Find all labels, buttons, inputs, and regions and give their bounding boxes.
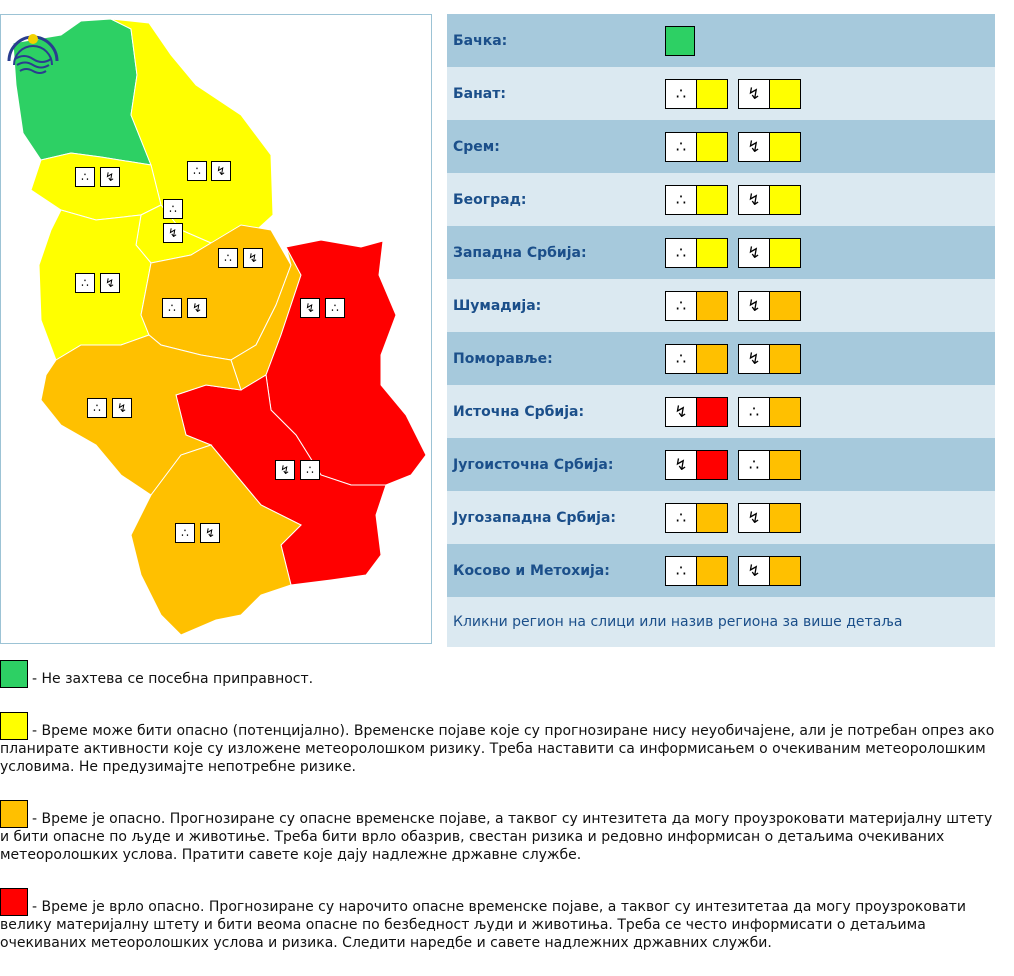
thunderstorm-icon: ↯ bbox=[739, 133, 769, 161]
region-row-srem bbox=[447, 120, 995, 173]
rain-icon: ∴ bbox=[666, 133, 696, 161]
map-thunderstorm-icon: ↯ bbox=[187, 298, 207, 318]
thunderstorm-icon: ↯ bbox=[739, 80, 769, 108]
warning-badge bbox=[738, 344, 801, 374]
map-rain-icon: ∴ bbox=[325, 298, 345, 318]
region-row-beograd bbox=[447, 173, 995, 226]
serbia-map-svg bbox=[1, 15, 432, 644]
warning-badge bbox=[665, 503, 728, 533]
warning-badge bbox=[665, 79, 728, 109]
warning-badge bbox=[665, 185, 728, 215]
region-row-jugozapadna-srbija bbox=[447, 491, 995, 544]
region-link[interactable]: Шумадија: bbox=[453, 297, 542, 314]
warning-badge bbox=[665, 450, 728, 480]
rain-icon: ∴ bbox=[739, 398, 769, 426]
warning-badge bbox=[738, 503, 801, 533]
region-link[interactable]: Косово и Метохија: bbox=[453, 562, 610, 579]
warning-badge bbox=[738, 185, 801, 215]
region-row-kosovo-i-metohija bbox=[447, 544, 995, 597]
map-thunderstorm-icon: ↯ bbox=[100, 167, 120, 187]
warning-badge bbox=[738, 132, 801, 162]
orange-swatch bbox=[0, 800, 28, 828]
legend-orange-text: - Време је опасно. Прогнозиране су опасне временске појаве, а таквог су интезитета да могу проузроковати материјалну штету и бити опасне по људе и животиње. Треба бити врло обазрив, свестан ризика и редовно информисан о детаљима очекиваних метеоролошких услова. Пратити савете које дају надлежне државне службе. bbox=[0, 811, 993, 863]
region-row-istocna-srbija bbox=[447, 385, 995, 438]
warning-badge bbox=[738, 238, 801, 268]
legend-yellow-text: - Време може бити опасно (потенцијално). Временске појаве које су прогнозиране нису неуобичајене, али је потребан опрез ако планирате активности које су изложене метеоролошком ризику. Треба наставити са информисањем о очекиваним метеоролошким условима. Не предузимајте непотребне ризике. bbox=[0, 723, 995, 775]
legend-green-text: - Не захтева се посебна приправност. bbox=[32, 671, 314, 687]
map-rain-icon: ∴ bbox=[163, 199, 183, 219]
rain-icon: ∴ bbox=[666, 504, 696, 532]
map-rain-icon: ∴ bbox=[187, 161, 207, 181]
region-row-backa bbox=[447, 14, 995, 67]
region-link[interactable]: Поморавље: bbox=[453, 350, 553, 367]
rain-icon: ∴ bbox=[666, 239, 696, 267]
thunderstorm-icon: ↯ bbox=[739, 504, 769, 532]
map-thunderstorm-icon: ↯ bbox=[275, 460, 295, 480]
map-rain-icon: ∴ bbox=[162, 298, 182, 318]
warning-badge bbox=[665, 556, 728, 586]
map-rain-icon: ∴ bbox=[218, 248, 238, 268]
map-rain-icon: ∴ bbox=[87, 398, 107, 418]
region-link[interactable]: Београд: bbox=[453, 191, 527, 208]
warning-badge bbox=[665, 344, 728, 374]
rain-icon: ∴ bbox=[666, 292, 696, 320]
thunderstorm-icon: ↯ bbox=[666, 451, 696, 479]
region-row-banat bbox=[447, 67, 995, 120]
region-link[interactable]: Бачка: bbox=[453, 32, 508, 49]
map-rain-icon: ∴ bbox=[300, 460, 320, 480]
region-row-sumadija bbox=[447, 279, 995, 332]
map-rain-icon: ∴ bbox=[75, 167, 95, 187]
rain-icon: ∴ bbox=[666, 80, 696, 108]
thunderstorm-icon: ↯ bbox=[739, 557, 769, 585]
map-region-srem[interactable] bbox=[31, 153, 161, 220]
map-rain-icon: ∴ bbox=[175, 523, 195, 543]
region-table bbox=[447, 14, 995, 647]
green-swatch bbox=[0, 660, 28, 688]
warning-badge bbox=[665, 291, 728, 321]
warning-badge bbox=[665, 397, 728, 427]
level-green-swatch bbox=[665, 26, 695, 56]
region-link[interactable]: Банат: bbox=[453, 85, 506, 102]
thunderstorm-icon: ↯ bbox=[739, 292, 769, 320]
thunderstorm-icon: ↯ bbox=[739, 186, 769, 214]
rain-icon: ∴ bbox=[666, 345, 696, 373]
map-thunderstorm-icon: ↯ bbox=[112, 398, 132, 418]
thunderstorm-icon: ↯ bbox=[739, 345, 769, 373]
rain-icon: ∴ bbox=[666, 557, 696, 585]
legend-yellow bbox=[0, 712, 1000, 776]
map-thunderstorm-icon: ↯ bbox=[300, 298, 320, 318]
map-thunderstorm-icon: ↯ bbox=[163, 223, 183, 243]
yellow-swatch bbox=[0, 712, 28, 740]
region-row-pomoravlje bbox=[447, 332, 995, 385]
thunderstorm-icon: ↯ bbox=[666, 398, 696, 426]
map-region-zapadna-srbija[interactable] bbox=[39, 210, 151, 360]
legend-green bbox=[0, 660, 1000, 688]
legend-red bbox=[0, 888, 1000, 952]
warning-badge bbox=[665, 238, 728, 268]
rain-icon: ∴ bbox=[739, 451, 769, 479]
thunderstorm-icon: ↯ bbox=[739, 239, 769, 267]
map-thunderstorm-icon: ↯ bbox=[100, 273, 120, 293]
warning-badge bbox=[738, 450, 801, 480]
region-row-zapadna-srbija bbox=[447, 226, 995, 279]
map-thunderstorm-icon: ↯ bbox=[200, 523, 220, 543]
region-link[interactable]: Источна Србија: bbox=[453, 403, 585, 420]
rhmz-logo bbox=[1, 15, 65, 95]
map-thunderstorm-icon: ↯ bbox=[243, 248, 263, 268]
map-rain-icon: ∴ bbox=[75, 273, 95, 293]
map-thunderstorm-icon: ↯ bbox=[211, 161, 231, 181]
warning-badge bbox=[738, 397, 801, 427]
warning-badge bbox=[738, 291, 801, 321]
region-link[interactable]: Југозападна Србија: bbox=[453, 509, 616, 526]
region-link[interactable]: Западна Србија: bbox=[453, 244, 587, 261]
legend-red-text: - Време је врло опасно. Прогнозиране су нарочито опасне временске појаве, а таквог су интезитетаа да могу проузроковати велику материјалну штету и бити веома опасне по безбедност људи и животиња. Треба се често информисати о детаљима очекиваних метеоролошких услова и ризика. Следити наредбе и савете надлежних државних служби. bbox=[0, 899, 966, 951]
footnote: Кликни регион на слици или назив региона за више детаља bbox=[447, 597, 995, 647]
warning-badge bbox=[738, 556, 801, 586]
region-row-jugoistocna-srbija bbox=[447, 438, 995, 491]
warning-badge bbox=[665, 132, 728, 162]
rain-icon: ∴ bbox=[666, 186, 696, 214]
red-swatch bbox=[0, 888, 28, 916]
warning-map bbox=[0, 14, 432, 644]
warning-badge bbox=[738, 79, 801, 109]
region-link[interactable]: Југоисточна Србија: bbox=[453, 456, 614, 473]
region-link[interactable]: Срем: bbox=[453, 138, 500, 155]
legend-orange bbox=[0, 800, 1000, 864]
